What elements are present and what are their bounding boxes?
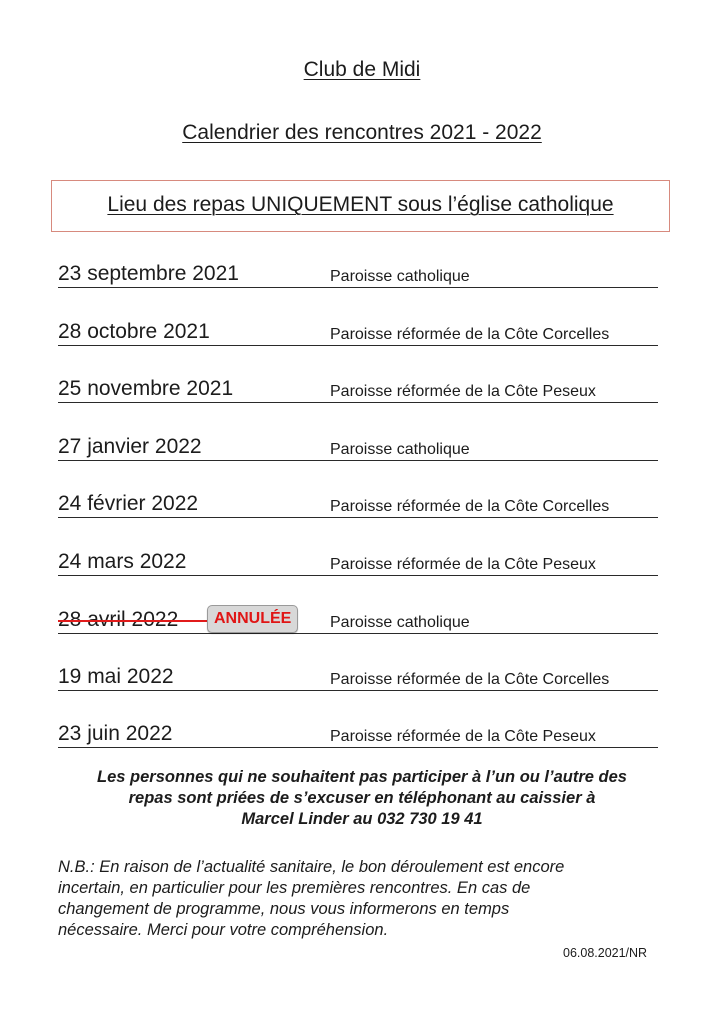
meeting-row [58, 377, 668, 407]
meeting-date: 25 novembre 2021 [58, 377, 234, 400]
row-rule [58, 575, 658, 576]
cancelled-badge: ANNULÉE [207, 605, 298, 633]
row-rule [58, 402, 658, 403]
meeting-date: 28 avril 2022 [58, 608, 179, 631]
row-rule [58, 460, 658, 461]
nb-line: N.B.: En raison de l’actualité sanitaire, le bon déroulement est encore [58, 858, 565, 876]
notice-contact-line: Marcel Linder au 032 730 19 41 [241, 810, 483, 828]
page-title: Club de Midi [303, 58, 421, 81]
meeting-parish: Paroisse réformée de la Côte Corcelles [330, 498, 610, 515]
page-subtitle: Calendrier des rencontres 2021 - 2022 [182, 121, 542, 144]
nb-line: incertain, en particulier pour les premières rencontres. En cas de [58, 879, 531, 897]
row-rule [58, 633, 658, 634]
row-rule [58, 287, 658, 288]
row-rule [58, 345, 658, 346]
cancel-strikethrough [58, 620, 208, 622]
document-reference: 06.08.2021/NR [563, 946, 648, 960]
meeting-date: 28 octobre 2021 [58, 320, 210, 343]
meeting-parish: Paroisse réformée de la Côte Peseux [330, 728, 596, 745]
meeting-row [58, 550, 668, 580]
meeting-date: 27 janvier 2022 [58, 435, 202, 458]
row-rule [58, 690, 658, 691]
meeting-parish: Paroisse catholique [330, 614, 470, 631]
meeting-row [58, 722, 668, 752]
excuse-notice [0, 767, 724, 830]
meeting-date: 23 septembre 2021 [58, 262, 239, 285]
meeting-row [58, 665, 668, 695]
meeting-parish: Paroisse réformée de la Côte Peseux [330, 556, 596, 573]
meeting-parish: Paroisse catholique [330, 268, 470, 285]
meeting-date: 24 mars 2022 [58, 550, 187, 573]
meeting-parish: Paroisse réformée de la Côte Corcelles [330, 326, 610, 343]
meeting-row [58, 320, 668, 350]
meeting-row [58, 435, 668, 465]
nb-line: nécessaire. Merci pour votre compréhension. [58, 921, 389, 939]
meeting-row [58, 492, 668, 522]
venue-notice-text: Lieu des repas UNIQUEMENT sous l’église catholique [107, 193, 614, 216]
meeting-date: 24 février 2022 [58, 492, 199, 515]
meeting-date: 19 mai 2022 [58, 665, 174, 688]
row-rule [58, 517, 658, 518]
meeting-date: 23 juin 2022 [58, 722, 173, 745]
nb-line: changement de programme, nous vous informerons en temps [58, 900, 510, 918]
venue-notice-box [51, 180, 670, 232]
meeting-parish: Paroisse catholique [330, 441, 470, 458]
meeting-parish: Paroisse réformée de la Côte Corcelles [330, 671, 610, 688]
meeting-parish: Paroisse réformée de la Côte Peseux [330, 383, 596, 400]
nb-paragraph [58, 857, 678, 941]
meeting-row [58, 262, 668, 292]
notice-line: Les personnes qui ne souhaitent pas participer à l’un ou l’autre des [97, 768, 627, 786]
notice-line: repas sont priées de s’excuser en téléphonant au caissier à [128, 789, 596, 807]
meeting-row-cancelled [58, 608, 668, 638]
row-rule [58, 747, 658, 748]
